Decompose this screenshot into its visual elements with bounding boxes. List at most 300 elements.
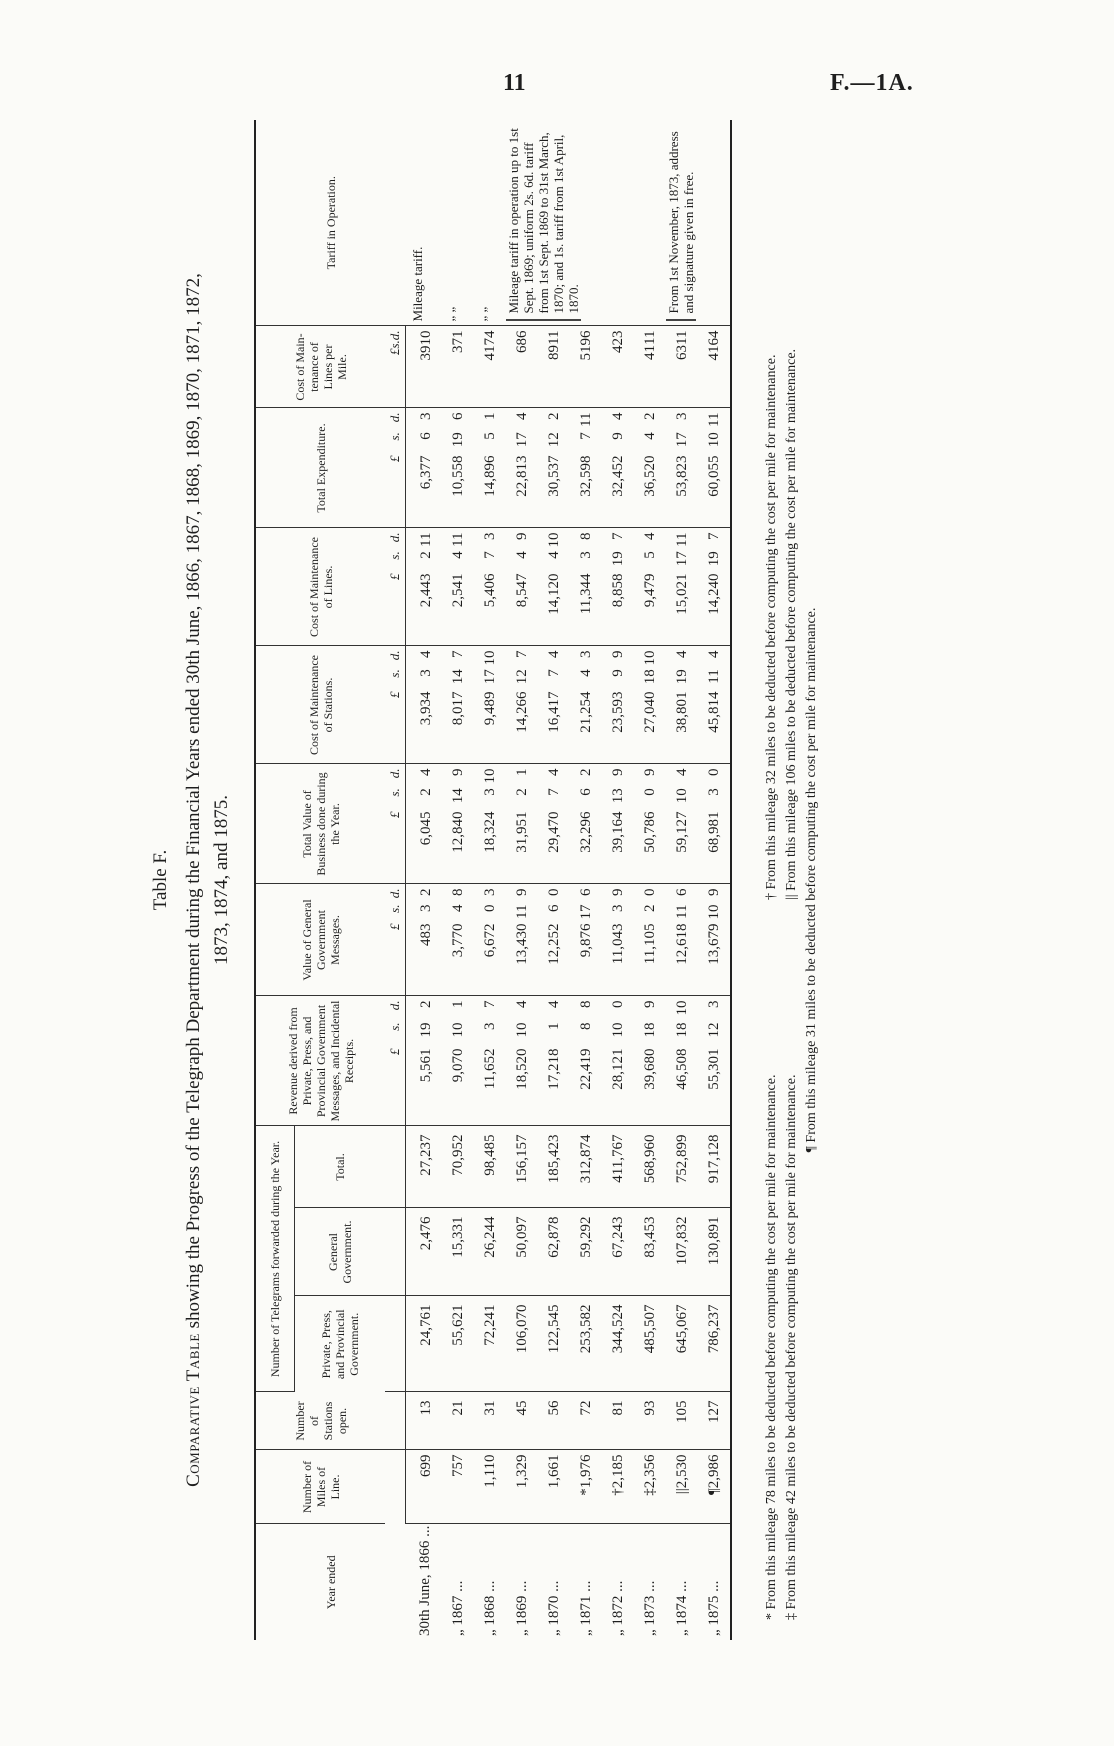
unit-s: s. — [387, 432, 402, 441]
amount-s: 3 — [673, 344, 690, 353]
amount-l: 9,489 — [481, 691, 498, 726]
footnote-3: ‡ From this mileage 42 miles to be deducted before computing the cost per mile for maintenance. — [784, 1074, 799, 1620]
amount-l: 12,840 — [449, 811, 466, 853]
cell-gov — [634, 884, 666, 996]
amount-s: 19 — [417, 1022, 434, 1038]
amount-d: 9 — [513, 532, 530, 540]
amount-s: 9 — [545, 344, 562, 353]
cell-pm — [506, 326, 538, 408]
amount-s: 18 — [641, 1022, 658, 1038]
amount-s: 10 — [705, 904, 722, 920]
amount-l: 6 — [513, 345, 530, 353]
amount-d: 10 — [641, 650, 658, 666]
amount-l: 18,520 — [513, 1048, 530, 1090]
unit-bus — [385, 764, 406, 884]
header-gov-value: Value of General Government Messages. — [255, 884, 385, 996]
cell-bus — [666, 764, 698, 884]
cell-tariff: Mileage tariff. — [406, 120, 443, 326]
page-number: 11 — [503, 70, 526, 96]
cell-tel-general: 62,878 — [538, 1208, 570, 1296]
cell-tel-general: 15,331 — [442, 1208, 474, 1296]
amount-l: 28,121 — [609, 1048, 626, 1090]
table-row — [538, 120, 570, 1640]
cell-bus — [474, 764, 506, 884]
amount-d: 0 — [705, 768, 722, 776]
amount-d: 4 — [641, 532, 658, 540]
cell-tel-total: 752,899 — [666, 1126, 698, 1208]
cell-miles: ||2,530 — [666, 1450, 698, 1524]
amount-s: 17 — [673, 432, 690, 448]
amount-l: 8 — [545, 352, 562, 360]
unit-s: s. — [387, 904, 402, 913]
cell-bus — [406, 764, 443, 884]
amount-l: 5,561 — [417, 1048, 434, 1083]
amount-s: 4 — [577, 669, 594, 677]
footnote-5: ¶ From this mileage 31 miles to be deducted before computing the cost per mile for maintenance. — [804, 607, 819, 1153]
amount-l: 6,045 — [417, 811, 434, 846]
cell-rev — [538, 996, 570, 1126]
amount-l: 46,508 — [673, 1048, 690, 1090]
amount-l: 32,452 — [609, 455, 626, 497]
amount-s: 2 — [513, 788, 530, 796]
cell-tel-general: 130,891 — [698, 1208, 731, 1296]
amount-d: 2 — [417, 888, 434, 896]
amount-s: 4 — [449, 551, 466, 559]
header-tel-private: Private, Press, and Provincial Government. — [319, 1309, 361, 1380]
amount-s: 12 — [705, 1022, 722, 1038]
amount-d: 7 — [513, 650, 530, 658]
table-label: Table F. — [150, 849, 171, 911]
amount-s: 10 — [705, 432, 722, 448]
cell-pm — [666, 326, 698, 408]
amount-l: 30,537 — [545, 455, 562, 497]
cell-stations: 13 — [406, 1392, 443, 1450]
amount-s: 18 — [641, 669, 658, 685]
amount-d: 9 — [641, 1000, 658, 1008]
amount-l: 2,443 — [417, 573, 434, 608]
amount-l: 60,055 — [705, 455, 722, 497]
amount-s: 18 — [673, 1022, 690, 1038]
unit-d: d. — [387, 768, 402, 779]
amount-l: 4 — [481, 352, 498, 361]
cell-tel-total: 568,960 — [634, 1126, 666, 1208]
cell-sta — [634, 646, 666, 764]
header-telegrams: Number of Telegrams forwarded during the Year. — [255, 1126, 295, 1392]
cell-lin — [666, 528, 698, 646]
cell-year: „ 1875 ... — [705, 1580, 722, 1636]
amount-d: 6 — [577, 888, 594, 896]
amount-d: 11 — [577, 412, 594, 427]
header-per-mile: Cost of Main-tenance of Lines per Mile. — [255, 326, 385, 408]
amount-l: 17,218 — [545, 1048, 562, 1090]
amount-d: 4 — [545, 768, 562, 776]
cell-exp — [474, 408, 506, 528]
amount-d: 10 — [545, 532, 562, 548]
amount-s: 7 — [577, 432, 594, 440]
amount-d: 9 — [513, 888, 530, 896]
unit-d: d. — [387, 330, 402, 341]
unit-s: s. — [387, 1022, 402, 1031]
amount-d: 3 — [417, 412, 434, 420]
unit-l: £ — [387, 1048, 402, 1055]
amount-s: 6 — [545, 904, 562, 913]
amount-l: 38,801 — [673, 691, 690, 733]
cell-sta — [570, 646, 602, 764]
amount-s: 19 — [449, 432, 466, 448]
cell-tel-private: 24,761 — [406, 1296, 443, 1392]
amount-l: 14,120 — [545, 573, 562, 615]
header-tel-general: General Government. — [295, 1208, 386, 1296]
cell-stations: 81 — [602, 1392, 634, 1450]
amount-d: 11 — [545, 330, 562, 345]
amount-l: 36,520 — [641, 455, 658, 497]
amount-s: 19 — [673, 669, 690, 685]
amount-l: 23,593 — [609, 691, 626, 733]
cell-tel-total: 917,128 — [698, 1126, 731, 1208]
cell-year: „ 1873 ... — [641, 1580, 658, 1636]
amount-l: 5 — [577, 352, 594, 361]
amount-l: 11,344 — [577, 573, 594, 615]
footnote-4: || From this mileage 106 miles to be deducted before computing the cost per mile for maintenance. — [784, 348, 799, 900]
amount-d: 2 — [417, 1000, 434, 1008]
cell-gov — [666, 884, 698, 996]
cell-sta — [506, 646, 538, 764]
amount-s: 9 — [609, 432, 626, 440]
header-expenditure: Total Expenditure. — [255, 408, 385, 528]
cell-bus — [634, 764, 666, 884]
amount-l: 9,070 — [449, 1048, 466, 1083]
amount-s: 17 — [673, 551, 690, 567]
amount-l: 29,470 — [545, 811, 562, 853]
amount-d: 4 — [545, 650, 562, 658]
amount-l: 3,770 — [449, 923, 466, 958]
amount-d: 3 — [577, 650, 594, 658]
amount-s: 4 — [545, 551, 562, 559]
cell-rev — [442, 996, 474, 1126]
cell-lin — [406, 528, 443, 646]
amount-s: 7 — [449, 337, 466, 346]
amount-d: 3 — [481, 888, 498, 896]
cell-exp — [602, 408, 634, 528]
amount-s: 17 — [481, 337, 498, 353]
unit-l: £ — [387, 573, 402, 580]
amount-l: 12,618 — [673, 923, 690, 965]
footnote-2: † From this mileage 32 miles to be deducted before computing the cost per mile for maintenance. — [764, 354, 779, 900]
cell-exp — [442, 408, 474, 528]
amount-d: 4 — [513, 1000, 530, 1008]
progress-table — [254, 120, 732, 1640]
amount-l: 10,558 — [449, 455, 466, 497]
amount-d: 4 — [417, 650, 434, 658]
amount-s: 3 — [705, 788, 722, 796]
unit-pm — [385, 326, 406, 408]
header-revenue: Revenue derived from Private, Press, and Provincial Government Messages, and Incidental Receipts. — [255, 996, 385, 1126]
cell-gov — [698, 884, 731, 996]
cell-tel-total: 312,874 — [570, 1126, 602, 1208]
amount-d: 6 — [513, 330, 530, 338]
cell-year: „ 1872 ... — [609, 1580, 626, 1636]
amount-s: 12 — [545, 432, 562, 448]
cell-exp — [666, 408, 698, 528]
amount-s: 11 — [673, 904, 690, 919]
cell-year: „ 1868 ... — [481, 1580, 498, 1636]
table-row — [570, 120, 602, 1640]
cell-gov — [570, 884, 602, 996]
cell-pm — [442, 326, 474, 408]
cell-sta — [538, 646, 570, 764]
amount-l: 11,043 — [609, 923, 626, 965]
amount-l: 22,813 — [513, 455, 530, 497]
amount-s: 19 — [577, 337, 594, 353]
cell-tel-private: 786,237 — [698, 1296, 731, 1392]
cell-miles: *1,976 — [570, 1450, 602, 1524]
unit-s: s. — [387, 669, 402, 678]
amount-d: 4 — [417, 768, 434, 776]
amount-d: 9 — [609, 650, 626, 658]
cell-sta — [442, 646, 474, 764]
cell-lin — [602, 528, 634, 646]
cell-bus — [570, 764, 602, 884]
unit-l: £ — [387, 811, 402, 818]
amount-s: 10 — [673, 788, 690, 804]
cell-miles: 699 — [406, 1450, 443, 1524]
amount-l: 3,934 — [417, 691, 434, 726]
amount-d: 10 — [481, 768, 498, 784]
amount-s: 13 — [609, 788, 626, 804]
amount-s: 10 — [449, 1022, 466, 1038]
amount-d: 1 — [449, 330, 466, 338]
cell-tel-private: 55,621 — [442, 1296, 474, 1392]
tariff-note-1869: Mileage tariff in operation up to 1st Sept. 1869; uniform 2s. 6d. tariff from 1st Sept. 1869 to 31st March, 1870; and 1s. tariff from 1st April, 1870. — [506, 124, 581, 322]
amount-s: 3 — [609, 904, 626, 913]
cell-rev — [474, 996, 506, 1126]
amount-s: 3 — [481, 788, 498, 796]
amount-d: 9 — [449, 768, 466, 776]
amount-s: 6 — [577, 788, 594, 796]
unit-l: £ — [387, 455, 402, 462]
cell-stations: 21 — [442, 1392, 474, 1450]
cell-gov — [442, 884, 474, 996]
cell-tel-private: 72,241 — [474, 1296, 506, 1392]
amount-s: 3 — [577, 551, 594, 559]
cell-stations: 93 — [634, 1392, 666, 1450]
unit-l: £ — [387, 923, 402, 930]
cell-pm — [634, 326, 666, 408]
amount-l: 59,127 — [673, 811, 690, 853]
cell-lin — [570, 528, 602, 646]
amount-s: 10 — [609, 1022, 626, 1038]
amount-d: 4 — [673, 650, 690, 658]
amount-d: 4 — [513, 412, 530, 420]
amount-l: 45,814 — [705, 691, 722, 733]
amount-d: 0 — [641, 888, 658, 896]
amount-d: 3 — [609, 330, 626, 338]
amount-l: 13,679 — [705, 923, 722, 965]
cell-year: 30th June, 1866 ... — [417, 1525, 434, 1636]
cell-lin — [634, 528, 666, 646]
amount-d: 4 — [705, 330, 722, 338]
amount-d: 3 — [481, 532, 498, 540]
amount-l: 39,680 — [641, 1048, 658, 1090]
cell-tariff-note-1869 — [506, 120, 666, 326]
cell-sta — [474, 646, 506, 764]
cell-tel-general: 2,476 — [406, 1208, 443, 1296]
amount-d: 0 — [545, 888, 562, 896]
unit-gov — [385, 884, 406, 996]
amount-d: 8 — [449, 888, 466, 896]
amount-d: 4 — [545, 1000, 562, 1008]
amount-l: 32,296 — [577, 811, 594, 853]
amount-s: 0 — [641, 788, 658, 796]
amount-l: 21,254 — [577, 691, 594, 733]
amount-s: 7 — [545, 669, 562, 677]
cell-tel-private: 122,545 — [538, 1296, 570, 1392]
footnote-1: * From this mileage 78 miles to be deducted before computing the cost per mile for maintenance. — [764, 1074, 779, 1620]
amount-d: 1 — [481, 412, 498, 420]
amount-s: 17 — [513, 432, 530, 448]
amount-s: 12 — [513, 669, 530, 685]
amount-l: 13,430 — [513, 923, 530, 965]
amount-l: 11,652 — [481, 1048, 498, 1090]
cell-bus — [506, 764, 538, 884]
amount-s: 2 — [417, 788, 434, 796]
cell-exp — [506, 408, 538, 528]
amount-s: 11 — [705, 669, 722, 684]
amount-l: 5,406 — [481, 573, 498, 608]
header-stations: Number of Stations open. — [255, 1392, 385, 1450]
header-miles: Number of Miles of Line. — [255, 1450, 385, 1524]
cell-bus — [442, 764, 474, 884]
amount-d: 10 — [481, 650, 498, 666]
title-smallcaps: Comparative Table — [183, 1333, 204, 1487]
amount-d: 11 — [673, 330, 690, 345]
amount-l: 8,547 — [513, 573, 530, 608]
amount-d: 6 — [577, 330, 594, 338]
amount-d: 8 — [577, 532, 594, 540]
table-row — [506, 120, 538, 1640]
amount-d: 7 — [705, 532, 722, 540]
amount-l: 14,266 — [513, 691, 530, 733]
amount-l: 11,105 — [641, 923, 658, 965]
amount-l: 31,951 — [513, 811, 530, 853]
cell-stations: 105 — [666, 1392, 698, 1450]
amount-d: 9 — [609, 768, 626, 776]
amount-s: 19 — [609, 551, 626, 567]
cell-year: „ 1867 ... — [449, 1580, 466, 1636]
cell-stations: 56 — [538, 1392, 570, 1450]
table-row — [474, 120, 506, 1640]
amount-l: 3 — [417, 352, 434, 361]
amount-d: 9 — [705, 888, 722, 896]
cell-tel-general: 50,097 — [506, 1208, 538, 1296]
amount-l: 6,377 — [417, 455, 434, 490]
unit-d: d. — [387, 888, 402, 899]
amount-s: 9 — [417, 345, 434, 353]
cell-exp — [406, 408, 443, 528]
rotated-table-block — [150, 120, 890, 1640]
unit-s: s. — [387, 340, 402, 349]
unit-rev — [385, 996, 406, 1126]
title-text: showing the Progress of the Telegraph Department during the Financial Years ended 30th June, 1866, 1867, 1868, 1869, 1870, 1871, 1872, — [183, 273, 204, 1334]
cell-lin — [442, 528, 474, 646]
amount-s: 3 — [417, 904, 434, 913]
amount-l: 16,417 — [545, 691, 562, 733]
amount-d: 1 — [513, 768, 530, 776]
cell-lin — [506, 528, 538, 646]
amount-d: 2 — [641, 412, 658, 420]
amount-l: 50,786 — [641, 811, 658, 853]
table-row — [634, 120, 666, 1640]
cell-tel-private: 253,582 — [570, 1296, 602, 1392]
cell-miles: ‡2,356 — [634, 1450, 666, 1524]
cell-rev — [698, 996, 731, 1126]
amount-l: 9,876 — [577, 923, 594, 958]
amount-l: 14,240 — [705, 573, 722, 615]
unit-s: s. — [387, 788, 402, 797]
amount-d: 1 — [449, 1000, 466, 1008]
cell-tel-total: 70,952 — [442, 1126, 474, 1208]
cell-pm — [474, 326, 506, 408]
cell-sta — [406, 646, 443, 764]
amount-s: 4 — [449, 904, 466, 913]
amount-l: 27,040 — [641, 691, 658, 733]
amount-s: 5 — [641, 551, 658, 559]
cell-tel-total: 27,237 — [406, 1126, 443, 1208]
amount-d: 7 — [481, 1000, 498, 1008]
amount-s: 4 — [513, 551, 530, 559]
amount-l: 18,324 — [481, 811, 498, 853]
amount-d: 11 — [417, 532, 434, 547]
header-business: Total Value of Business done during the Year. — [255, 764, 385, 884]
amount-s: 2 — [641, 904, 658, 913]
amount-s: 19 — [705, 551, 722, 567]
cell-stations: 72 — [570, 1392, 602, 1450]
cell-tel-total: 411,767 — [602, 1126, 634, 1208]
cell-tel-general: 83,453 — [634, 1208, 666, 1296]
cell-rev — [666, 996, 698, 1126]
cell-exp — [570, 408, 602, 528]
cell-sta — [698, 646, 731, 764]
cell-miles: 757 — [442, 1450, 474, 1524]
amount-s: 14 — [449, 669, 466, 685]
amount-s: 9 — [609, 669, 626, 677]
amount-l: 4 — [641, 352, 658, 360]
table-row — [442, 120, 474, 1640]
cell-year: „ 1871 ... — [577, 1580, 594, 1636]
table-row — [406, 120, 443, 1640]
unit-exp — [385, 408, 406, 528]
cell-gov — [602, 884, 634, 996]
cell-bus — [698, 764, 731, 884]
amount-d: 4 — [481, 330, 498, 338]
cell-pm — [570, 326, 602, 408]
cell-miles: †2,185 — [602, 1450, 634, 1524]
cell-lin — [538, 528, 570, 646]
cell-lin — [474, 528, 506, 646]
cell-rev — [570, 996, 602, 1126]
cell-lin — [698, 528, 731, 646]
amount-l: 15,021 — [673, 573, 690, 615]
amount-d: 9 — [641, 768, 658, 776]
amount-s: 3 — [417, 669, 434, 677]
unit-sta — [385, 646, 406, 764]
amount-d: 11 — [705, 412, 722, 427]
amount-d: 9 — [609, 888, 626, 896]
cell-miles: 1,329 — [506, 1450, 538, 1524]
cell-gov — [538, 884, 570, 996]
table-row — [666, 120, 698, 1640]
cell-rev — [406, 996, 443, 1126]
